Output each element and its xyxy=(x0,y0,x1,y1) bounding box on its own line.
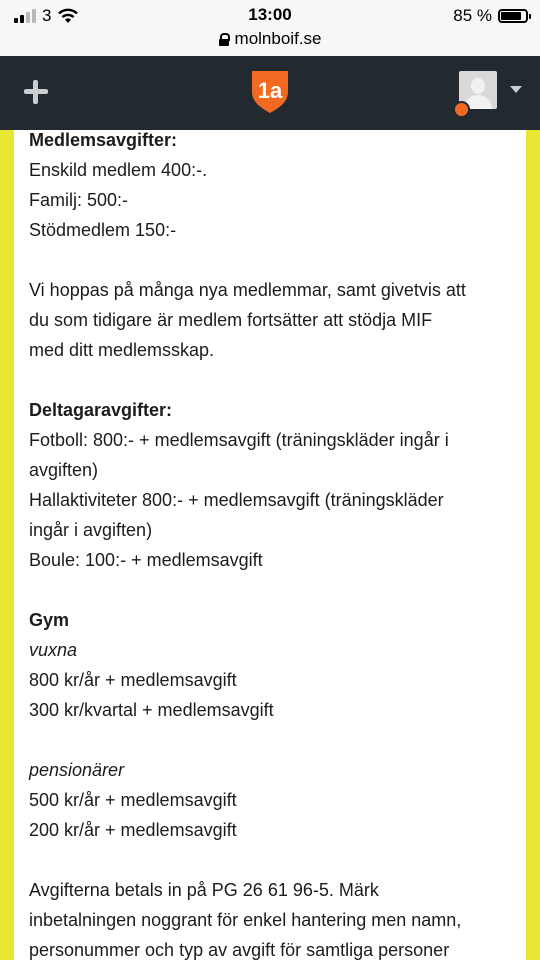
participant-line: ingår i avgiften) xyxy=(29,520,153,540)
payment-line: Avgifterna betals in på PG 26 61 96-5. Märk xyxy=(29,880,379,900)
gym-adults-label: vuxna xyxy=(29,640,78,660)
add-button[interactable] xyxy=(22,78,50,106)
participant-line: Fotboll: 800:- + medlemsavgift (träningskläder ingår i xyxy=(29,430,449,450)
gym-seniors-label: pensionärer xyxy=(29,760,125,780)
membership-line: Enskild medlem 400:-. xyxy=(29,160,208,180)
notification-dot xyxy=(453,101,470,118)
url-bar[interactable] xyxy=(0,29,540,49)
participant-heading: Deltagaravgifter: xyxy=(29,400,173,420)
participant-line: avgiften) xyxy=(29,460,99,480)
avatar-head xyxy=(471,78,485,94)
welcome-line: med ditt medlemsskap. xyxy=(29,340,215,360)
gym-seniors-line: 500 kr/år + medlemsavgift xyxy=(29,790,237,810)
gym-heading: Gym xyxy=(29,610,70,630)
participant-line: Hallaktiviteter 800:- + medlemsavgift (träningskläder xyxy=(29,490,444,510)
chevron-down-icon[interactable] xyxy=(510,86,522,93)
payment-line: inbetalningen noggrant för enkel hantering men namn, xyxy=(29,910,462,930)
status-right xyxy=(453,5,528,27)
welcome-line: du som tidigare är medlem fortsätter att stödja MIF xyxy=(29,310,433,330)
lock-icon xyxy=(219,33,229,46)
battery-icon xyxy=(498,9,528,23)
payment-line: personummer och typ av avgift för samtliga personer xyxy=(29,940,450,960)
article-text xyxy=(29,130,514,960)
battery-percent: 85 % xyxy=(453,6,492,25)
battery-fill xyxy=(501,12,521,20)
gym-seniors-line: 200 kr/år + medlemsavgift xyxy=(29,820,237,840)
shield-logo[interactable] xyxy=(249,68,291,114)
gym-adults-line: 300 kr/kvartal + medlemsavgift xyxy=(29,700,274,720)
welcome-line: Vi hoppas på många nya medlemmar, samt givetvis att xyxy=(29,280,466,300)
clock: 13:00 xyxy=(248,5,292,24)
status-bar xyxy=(0,0,540,56)
gym-adults-line: 800 kr/år + medlemsavgift xyxy=(29,670,237,690)
membership-line: Familj: 500:- xyxy=(29,190,129,210)
membership-line: Stödmedlem 150:- xyxy=(29,220,177,240)
carrier-label: 3 xyxy=(42,6,52,25)
membership-heading: Medlemsavgifter: xyxy=(29,130,178,150)
logo-text: 1a xyxy=(257,78,283,103)
participant-line: Boule: 100:- + medlemsavgift xyxy=(29,550,263,570)
content-panel xyxy=(14,130,526,960)
url-text: molnboif.se xyxy=(234,29,322,48)
